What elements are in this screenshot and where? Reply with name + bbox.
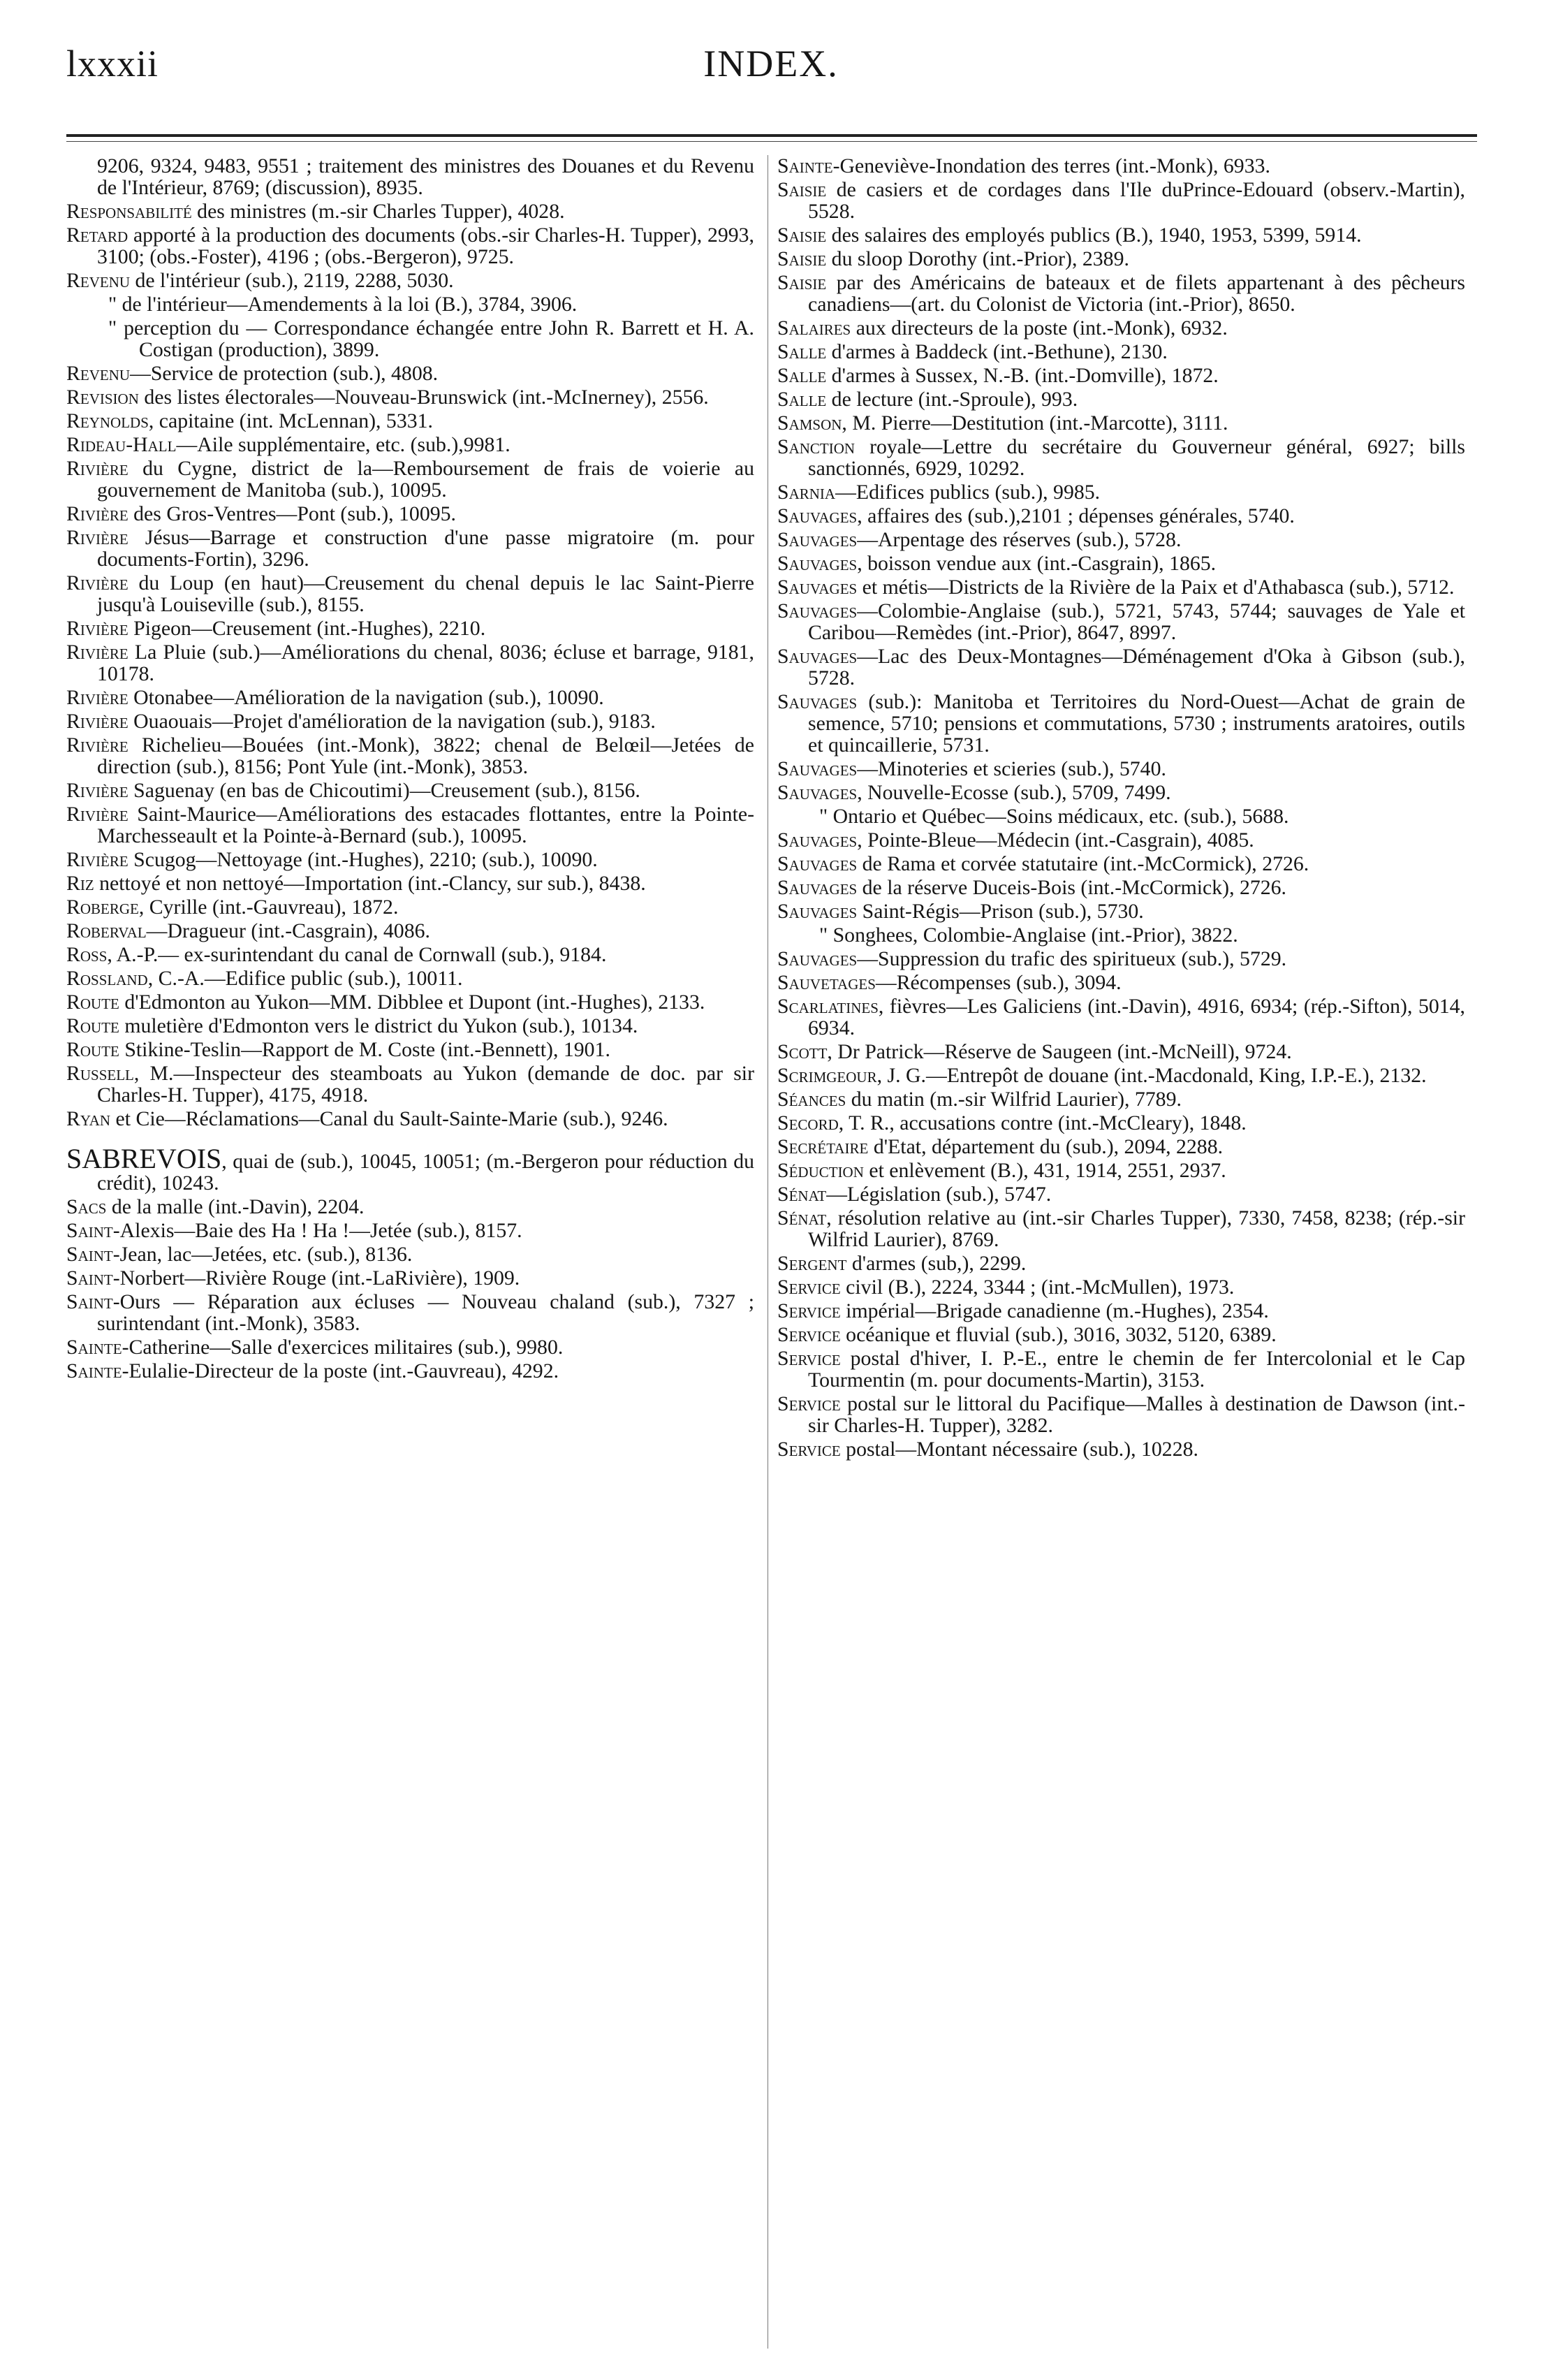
index-entry-text: -Alexis—Baie des Ha ! Ha !—Jetée (sub.), 8157. [112, 1219, 522, 1242]
index-entry [66, 896, 754, 918]
index-entry [777, 1136, 1465, 1158]
index-entry [66, 780, 754, 801]
index-entry-text: Scugog—Nettoyage (int.-Hughes), 2210; (sub.), 10090. [128, 848, 598, 871]
index-entry [66, 200, 754, 222]
index-entry-text: , fièvres—Les Galiciens (int.-Davin), 4916, 6934; (rép.-Sifton), 5014, 6934. [808, 995, 1465, 1039]
index-entry [777, 436, 1465, 479]
index-entry-text: du sloop Dorothy (int.-Prior), 2389. [826, 247, 1129, 270]
index-headword: Sainte [66, 1336, 122, 1359]
index-entry-text: des ministres (m.-sir Charles Tupper), 4028. [191, 200, 565, 223]
index-headword: Saisie [777, 178, 827, 201]
index-entry [66, 1015, 754, 1037]
index-entry-text: , Dr Patrick—Réserve de Saugeen (int.-McNeill), 9724. [827, 1040, 1292, 1063]
index-headword: Saint [66, 1243, 113, 1266]
index-headword: Service [777, 1276, 841, 1299]
index-headword: Route [66, 991, 119, 1014]
index-entry-text: Pigeon—Creusement (int.-Hughes), 2210. [128, 617, 486, 640]
index-entry [777, 972, 1465, 993]
index-headword: Service [777, 1392, 841, 1415]
index-headword: Sauvages [777, 757, 858, 780]
index-entry-text: d'Etat, département du (sub.), 2094, 2288. [868, 1135, 1224, 1158]
index-entry [777, 576, 1465, 598]
index-headword: Saint [66, 1290, 113, 1313]
index-headword: Sainte [66, 1359, 122, 1382]
index-headword: Sauvages [777, 900, 858, 923]
index-headword: Revenu [66, 269, 131, 292]
index-entry-text: des salaires des employés publics (B.), 1940, 1953, 5399, 5914. [826, 224, 1362, 247]
index-entry [66, 641, 754, 685]
index-headword: Sauvages [777, 528, 858, 551]
index-headword: Rivière [66, 779, 128, 802]
index-entry [777, 758, 1465, 780]
index-headword: Sauvages [777, 599, 858, 622]
index-headword: Sauvages [777, 504, 858, 527]
index-entry-text: (sub.): Manitoba et Territoires du Nord-Ouest—Achat de grain de semence, 5710; pensions et commutations, 5730 ; instruments aratoires, outils et quincaillerie, 5731. [808, 690, 1465, 757]
index-entry-text: Jésus—Barrage et construction d'une passe migratoire (m. pour documents-Fortin), 3296. [97, 526, 754, 571]
index-entry-text: , boisson vendue aux (int.-Casgrain), 1865. [857, 552, 1217, 575]
index-entry-text: —Minoteries et scieries (sub.), 5740. [857, 757, 1166, 780]
index-entry-text: " Songhees, Colombie-Anglaise (int.-Prior), 3822. [819, 923, 1238, 947]
index-entry [66, 317, 754, 360]
index-headword: Saisie [777, 271, 827, 294]
index-headword: Responsabilité [66, 200, 192, 223]
index-entry [777, 272, 1465, 315]
index-entry [777, 1276, 1465, 1298]
index-entry-text: , Pointe-Bleue—Médecin (int.-Casgrain), 4085. [857, 828, 1254, 852]
index-entry [66, 1360, 754, 1382]
index-entry-text: Otonabee—Amélioration de la navigation (sub.), 10090. [128, 686, 604, 709]
index-entry-text: par des Américains de bateaux et de filets appartenant à des pêcheurs canadiens—(art. du Colonist de Victoria (int.-Prior), 8650. [808, 271, 1465, 316]
index-entry [66, 386, 754, 408]
index-entry-text: et métis—Districts de la Rivière de la Paix et d'Athabasca (sub.), 5712. [857, 576, 1455, 599]
page-title: INDEX. [703, 43, 839, 85]
index-entry-text: nettoyé et non nettoyé—Importation (int.-Clancy, sur sub.), 8438. [94, 872, 646, 895]
index-entry [777, 782, 1465, 803]
left-column [66, 155, 754, 1384]
index-entry-text: muletière d'Edmonton vers le district du Yukon (sub.), 10134. [119, 1014, 638, 1037]
index-entry-text: —Législation (sub.), 5747. [826, 1183, 1052, 1206]
index-entry-text: des Gros-Ventres—Pont (sub.), 10095. [128, 502, 456, 525]
index-entry-text: de la malle (int.-Davin), 2204. [106, 1195, 365, 1218]
index-entry [66, 1108, 754, 1130]
index-entry [777, 1088, 1465, 1110]
index-entry-text: civil (B.), 2224, 3344 ; (int.-McMullen), 1973. [840, 1276, 1235, 1299]
index-entry-text: d'armes (sub,), 2299. [846, 1252, 1027, 1275]
index-entry [777, 412, 1465, 434]
index-entry-text: du matin (m.-sir Wilfrid Laurier), 7789. [846, 1088, 1182, 1111]
index-entry [66, 734, 754, 777]
index-headword: Salle [777, 340, 827, 363]
index-entry [777, 924, 1465, 946]
index-entry-text: -Ours — Réparation aux écluses — Nouveau chaland (sub.), 7327 ; surintendant (int.-Monk), 3583. [97, 1290, 754, 1335]
index-entry [66, 363, 754, 384]
index-entry-text: du Loup (en haut)—Creusement du chenal depuis le lac Saint-Pierre jusqu'à Louiseville (sub.), 8155. [97, 571, 754, 616]
index-entry-text: " de l'intérieur—Amendements à la loi (B.), 3784, 3906. [108, 293, 578, 316]
index-entry-text: apporté à la production des documents (obs.-sir Charles-H. Tupper), 2993, 3100; (obs.-Foster), 4196 ; (obs.-Bergeron), 9725. [97, 224, 754, 268]
index-entry [777, 341, 1465, 363]
index-entry-text: de l'intérieur (sub.), 2119, 2288, 5030. [130, 269, 454, 292]
index-entry-text: , affaires des (sub.),2101 ; dépenses générales, 5740. [857, 504, 1295, 527]
index-entry [66, 687, 754, 708]
index-entry [777, 645, 1465, 689]
index-entry-text: , résolution relative au (int.-sir Charles Tupper), 7330, 7458, 8238; (rép.-sir Wilfrid Laurier), 8769. [808, 1206, 1465, 1251]
index-entry-text: 9206, 9324, 9483, 9551 ; traitement des ministres des Douanes et du Revenu de l'Intérieur, 8769; (discussion), 8935. [97, 154, 754, 199]
index-entry-text: postal sur le littoral du Pacifique—Malles à destination de Dawson (int.-sir Charles-H. Tupper), 3282. [808, 1392, 1465, 1437]
index-entry [66, 155, 754, 198]
index-entry-text: et enlèvement (B.), 431, 1914, 2551, 2937. [863, 1159, 1226, 1182]
index-entry-text: " Ontario et Québec—Soins médicaux, etc. (sub.), 5688. [819, 805, 1289, 828]
index-entry-text: —Edifices publics (sub.), 9985. [835, 481, 1101, 504]
index-headword: Scrimgeour [777, 1064, 877, 1087]
index-headword: Sainte [777, 154, 833, 177]
index-headword: Rivière [66, 502, 128, 525]
index-headword: Rivière [66, 617, 128, 640]
index-entry [66, 968, 754, 989]
index-entry-text: , C.-A.—Edifice public (sub.), 10011. [147, 967, 463, 990]
index-entry [66, 293, 754, 315]
index-entry [777, 1207, 1465, 1250]
index-entry [66, 1336, 754, 1358]
index-headword: Sauvages [777, 690, 858, 713]
index-entry-text: -Eulalie-Directeur de la poste (int.-Gauvreau), 4292. [122, 1359, 559, 1382]
index-entry [777, 948, 1465, 970]
index-entry [777, 155, 1465, 177]
index-entry [777, 1041, 1465, 1063]
index-entry-text: Saint-Régis—Prison (sub.), 5730. [857, 900, 1144, 923]
index-headword: Service [777, 1299, 841, 1322]
index-headword: Sauvages [777, 852, 858, 875]
index-entry-text: Ouaouais—Projet d'amélioration de la navigation (sub.), 9183. [128, 710, 656, 733]
index-headword: Secrétaire [777, 1135, 869, 1158]
index-entry-text: " perception du — Correspondance échangée entre John R. Barrett et H. A. Costigan (production), 3899. [108, 316, 754, 361]
index-entry-text: —Colombie-Anglaise (sub.), 5721, 5743, 5744; sauvages de Yale et Caribou—Remèdes (int.-Prior), 8647, 8997. [808, 599, 1465, 644]
index-entry [777, 1112, 1465, 1134]
index-entry [66, 434, 754, 455]
index-headword: Rivière [66, 571, 128, 594]
index-entry [66, 944, 754, 965]
index-headword: Rivière [66, 641, 128, 664]
index-entry-text: des listes électorales—Nouveau-Brunswick (int.-McInerney), 2556. [138, 386, 709, 409]
header-rule [66, 134, 1477, 137]
index-entry-text: —Récompenses (sub.), 3094. [875, 971, 1122, 994]
index-headword: Rossland [66, 967, 148, 990]
index-entry-text: Richelieu—Bouées (int.-Monk), 3822; chenal de Belœil—Jetées de direction (sub.), 8156; Pont Yule (int.-Monk), 3853. [97, 733, 754, 778]
index-headword: Rideau-Hall [66, 433, 177, 456]
index-headword: Saisie [777, 247, 827, 270]
index-headword: Revenu [66, 362, 131, 385]
index-headword: Scott [777, 1040, 828, 1063]
index-headword: Retard [66, 224, 128, 247]
index-entry [777, 1183, 1465, 1205]
index-headword: Ross [66, 943, 108, 966]
index-entry [66, 710, 754, 732]
index-entry-text: -Catherine—Salle d'exercices militaires (sub.), 9980. [122, 1336, 564, 1359]
index-headword: Salle [777, 388, 827, 411]
index-entry [66, 1063, 754, 1106]
index-entry-text: de Rama et corvée statutaire (int.-McCormick), 2726. [857, 852, 1309, 875]
index-headword: Salle [777, 364, 827, 387]
index-headword: Service [777, 1438, 841, 1461]
index-entry [777, 877, 1465, 898]
index-entry [777, 179, 1465, 222]
index-entry-text: Stikine-Teslin—Rapport de M. Coste (int.-Bennett), 1901. [119, 1038, 610, 1061]
index-headword: Rivière [66, 686, 128, 709]
index-entry [777, 1300, 1465, 1322]
index-entry-text: , M.—Inspecteur des steamboats au Yukon (demande de doc. par sir Charles-H. Tupper), 4175, 4918. [97, 1062, 754, 1107]
index-entry [66, 410, 754, 432]
index-entry-text: , Cyrille (int.-Gauvreau), 1872. [138, 896, 399, 919]
index-headword: Sergent [777, 1252, 847, 1275]
index-headword: Service [777, 1347, 841, 1370]
index-entry-text: impérial—Brigade canadienne (m.-Hughes), 2354. [840, 1299, 1269, 1322]
index-headword: Sénat [777, 1183, 827, 1206]
index-entry-text: La Pluie (sub.)—Améliorations du chenal, 8036; écluse et barrage, 9181, 10178. [97, 641, 754, 685]
index-entry [66, 1220, 754, 1241]
index-headword: Saisie [777, 224, 827, 247]
index-headword: Rivière [66, 848, 128, 871]
index-entry [66, 503, 754, 525]
index-headword: Route [66, 1038, 119, 1061]
index-headword: Rivière [66, 733, 128, 757]
index-entry [66, 873, 754, 894]
index-entry-text: —Aile supplémentaire, etc. (sub.),9981. [176, 433, 511, 456]
index-entry-text: -Geneviève-Inondation des terres (int.-Monk), 6933. [832, 154, 1270, 177]
index-entry-text: royale—Lettre du secrétaire du Gouverneur général, 6927; bills sanctionnés, 6929, 10292. [808, 435, 1465, 480]
index-entry [777, 1393, 1465, 1436]
page-number: lxxxii [66, 43, 159, 85]
index-entry [777, 1065, 1465, 1086]
index-entry [66, 270, 754, 291]
index-headword: Rivière [66, 526, 128, 549]
index-headword: Samson [777, 411, 842, 435]
index-entry-text: , T. R., accusations contre (int.-McCleary), 1848. [838, 1111, 1247, 1134]
index-headword: Rivière [66, 710, 128, 733]
index-headword: Sanction [777, 435, 856, 458]
index-headword: Ryan [66, 1107, 111, 1130]
index-entry [66, 920, 754, 942]
index-headword: Sauvages [777, 947, 858, 970]
index-entry [66, 1291, 754, 1334]
index-headword: Salaires [777, 316, 851, 340]
index-entry-text: aux directeurs de la poste (int.-Monk), 6932. [851, 316, 1228, 340]
index-entry [777, 829, 1465, 851]
index-headword: Rivière [66, 457, 128, 480]
index-entry-text: océanique et fluvial (sub.), 3016, 3032, 5120, 6389. [840, 1323, 1277, 1346]
index-headword: Sauvages [777, 781, 858, 804]
index-entry [777, 900, 1465, 922]
index-headword: Sacs [66, 1195, 107, 1218]
index-entry-text: de casiers et de cordages dans l'Ile duPrince-Edouard (observ.-Martin), 5528. [808, 178, 1465, 223]
index-entry [777, 553, 1465, 574]
index-entry-text: , quai de (sub.), 10045, 10051; (m.-Bergeron pour réduction du crédit), 10243. [97, 1150, 754, 1195]
index-entry-text: postal d'hiver, I. P.-E., entre le chemin de fer Intercolonial et le Cap Tourmentin (m. pour documents-Martin), 3153. [808, 1347, 1465, 1392]
index-entry-text: de lecture (int.-Sproule), 993. [826, 388, 1078, 411]
index-headword: Sarnia [777, 481, 836, 504]
index-headword: Sauvages [777, 576, 858, 599]
index-entry-text: -Jean, lac—Jetées, etc. (sub.), 8136. [112, 1243, 413, 1266]
index-headword: Sauvetages [777, 971, 876, 994]
index-entry-text: , J. G.—Entrepôt de douane (int.-Macdonald, King, I.P.-E.), 2132. [876, 1064, 1427, 1087]
index-headword: Roberge [66, 896, 139, 919]
index-headword: Secord [777, 1111, 839, 1134]
index-entry [777, 365, 1465, 386]
index-headword: Sauvages [777, 828, 858, 852]
index-entry-text: , Nouvelle-Ecosse (sub.), 5709, 7499. [857, 781, 1171, 804]
index-entry-text: —Dragueur (int.-Casgrain), 4086. [146, 919, 430, 942]
right-column [777, 155, 1465, 1462]
index-entry [66, 803, 754, 847]
index-headword: Saint [66, 1219, 113, 1242]
index-entry [777, 317, 1465, 339]
index-entry [777, 481, 1465, 503]
index-entry [66, 1267, 754, 1289]
index-headword: Route [66, 1014, 119, 1037]
index-entry-text: , M. Pierre—Destitution (int.-Marcotte), 3111. [842, 411, 1228, 435]
index-entry [66, 224, 754, 268]
index-entry-text: —Suppression du trafic des spiritueux (sub.), 5729. [857, 947, 1287, 970]
index-entry [777, 691, 1465, 756]
index-entry-text: du Cygne, district de la—Remboursement de frais de voierie au gouvernement de Manitoba (sub.), 10095. [97, 457, 754, 502]
index-entry-text: postal—Montant nécessaire (sub.), 10228. [840, 1438, 1198, 1461]
index-entry [777, 853, 1465, 875]
index-entry [777, 529, 1465, 550]
index-entry-text: —Arpentage des réserves (sub.), 5728. [857, 528, 1182, 551]
index-entry [66, 527, 754, 570]
index-entry-text: , A.-P.— ex-surintendant du canal de Cornwall (sub.), 9184. [107, 943, 607, 966]
index-entry [66, 572, 754, 615]
index-entry [66, 618, 754, 639]
index-entry [777, 224, 1465, 246]
index-entry [66, 1243, 754, 1265]
index-entry [777, 600, 1465, 643]
index-headword: Russell [66, 1062, 134, 1085]
index-entry-text: —Lac des Deux-Montagnes—Déménagement d'Oka à Gibson (sub.), 5728. [808, 645, 1465, 689]
header-rule-thin [66, 141, 1477, 142]
index-headword: Sénat [777, 1206, 827, 1229]
index-headword: Saint [66, 1266, 113, 1290]
index-entry [66, 991, 754, 1013]
index-entry [777, 505, 1465, 527]
index-entry [66, 849, 754, 870]
index-entry [66, 458, 754, 501]
index-entry [66, 1143, 754, 1195]
index-entry [777, 1253, 1465, 1274]
index-entry [777, 1324, 1465, 1345]
index-headword: Scarlatines [777, 995, 879, 1018]
index-headword: Revision [66, 386, 139, 409]
index-headword: Séances [777, 1088, 846, 1111]
index-headword: SABREVOIS [66, 1143, 222, 1174]
index-entry [777, 248, 1465, 270]
index-entry [66, 1039, 754, 1060]
index-entry [777, 1348, 1465, 1391]
index-headword: Riz [66, 872, 94, 895]
index-entry-text: et Cie—Réclamations—Canal du Sault-Sainte-Marie (sub.), 9246. [110, 1107, 668, 1130]
index-entry-text: , capitaine (int. McLennan), 5331. [148, 409, 433, 432]
index-headword: Sauvages [777, 552, 858, 575]
index-entry-text: de la réserve Duceis-Bois (int.-McCormick), 2726. [857, 876, 1287, 899]
index-headword: Rivière [66, 803, 128, 826]
index-headword: Roberval [66, 919, 147, 942]
index-headword: Séduction [777, 1159, 864, 1182]
index-entry-text: Saint-Maurice—Améliorations des estacades flottantes, entre la Pointe-Marchesseault et la Pointe-à-Bernard (sub.), 10095. [97, 803, 754, 847]
index-entry [66, 1196, 754, 1218]
index-entry-text: —Service de protection (sub.), 4808. [130, 362, 439, 385]
index-entry [777, 388, 1465, 410]
index-entry [777, 805, 1465, 827]
index-entry-text: d'armes à Baddeck (int.-Bethune), 2130. [826, 340, 1168, 363]
index-headword: Reynolds [66, 409, 149, 432]
index-headword: Service [777, 1323, 841, 1346]
index-headword: Sauvages [777, 876, 858, 899]
index-headword: Sauvages [777, 645, 858, 668]
index-entry-text: d'armes à Sussex, N.-B. (int.-Domville), 1872. [826, 364, 1219, 387]
index-entry-text: d'Edmonton au Yukon—MM. Dibblee et Dupont (int.-Hughes), 2133. [119, 991, 705, 1014]
index-entry-text: -Norbert—Rivière Rouge (int.-LaRivière), 1909. [112, 1266, 520, 1290]
index-entry [777, 1438, 1465, 1460]
index-entry-text: Saguenay (en bas de Chicoutimi)—Creusement (sub.), 8156. [128, 779, 640, 802]
index-entry [777, 1160, 1465, 1181]
index-entry [777, 995, 1465, 1039]
